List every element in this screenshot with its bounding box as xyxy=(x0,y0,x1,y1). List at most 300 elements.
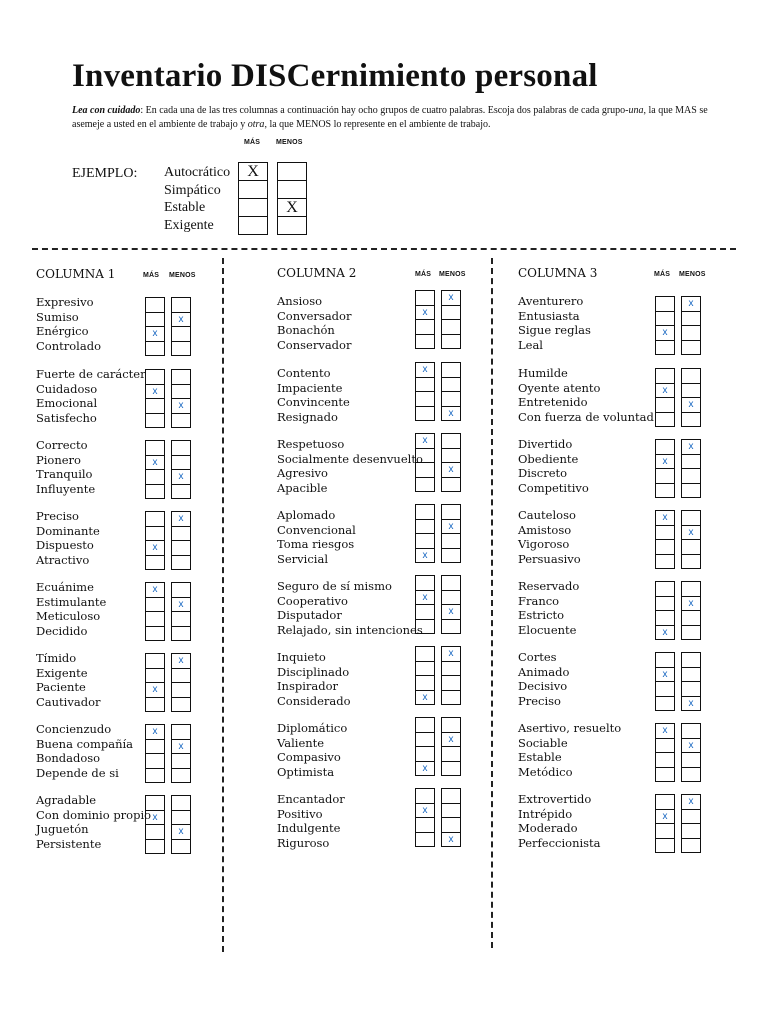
word-option: Disputador xyxy=(277,608,342,622)
mas-checkbox-cell xyxy=(656,682,674,697)
word-option: Respetuoso xyxy=(277,437,345,451)
word-option: Apacible xyxy=(277,480,328,495)
word-option: Expresivo xyxy=(36,295,94,309)
menos-checkboxes xyxy=(441,290,461,349)
menos-checkbox-cell xyxy=(172,698,190,712)
mas-checkbox-cell: x xyxy=(416,804,434,819)
menos-checkboxes xyxy=(441,788,461,847)
mas-checkbox-cell xyxy=(146,598,164,613)
menos-checkbox-cell: x xyxy=(682,526,700,541)
menos-checkbox-cell xyxy=(442,676,460,691)
mas-checkbox-cell: x xyxy=(656,668,674,683)
menos-checkbox-cell xyxy=(682,724,700,739)
word-option: Estable xyxy=(518,750,562,764)
word-option: Contento xyxy=(277,366,331,380)
menos-checkbox-cell xyxy=(682,753,700,768)
page-title: Inventario DISCernimiento personal xyxy=(72,58,598,94)
mas-checkbox-cell xyxy=(416,576,434,591)
mas-checkboxes xyxy=(415,646,435,705)
menos-checkbox-cell: x xyxy=(682,795,700,810)
example-mas-checkboxes xyxy=(238,162,268,235)
mas-checkbox-cell xyxy=(656,555,674,569)
mas-checkbox-cell xyxy=(656,469,674,484)
word-option: Convencional xyxy=(277,522,356,537)
menos-checkbox-cell xyxy=(682,312,700,327)
word-option: Aventurero xyxy=(518,294,584,308)
word-option: Agresivo xyxy=(277,466,328,480)
mas-checkbox-cell xyxy=(656,369,674,384)
menos-checkbox-cell: x xyxy=(172,399,190,414)
mas-checkbox-cell xyxy=(146,825,164,840)
word-list xyxy=(277,294,351,352)
word-list xyxy=(36,367,146,425)
column-divider-1 xyxy=(222,258,224,952)
word-option: Atractivo xyxy=(36,552,90,567)
menos-checkbox-cell xyxy=(172,754,190,769)
mas-checkbox-cell: x xyxy=(656,511,674,526)
word-option: Emocional xyxy=(36,396,98,410)
word-list xyxy=(36,793,151,851)
menos-checkbox-cell xyxy=(172,414,190,428)
menos-checkbox-cell: x xyxy=(448,833,454,845)
menos-checkbox-cell xyxy=(682,413,700,427)
menos-checkbox-cell xyxy=(172,583,190,598)
word-option: Metódico xyxy=(518,764,573,779)
menos-checkbox-cell xyxy=(442,804,460,819)
word-list xyxy=(518,792,601,850)
menos-checkbox-cell: x xyxy=(448,407,454,419)
menos-checkbox-cell: x xyxy=(442,291,460,306)
word-list xyxy=(518,366,654,424)
mas-checkbox-cell xyxy=(656,739,674,754)
mas-checkboxes xyxy=(655,723,675,782)
word-option: Impaciente xyxy=(277,380,343,395)
word-option: Elocuente xyxy=(518,622,577,637)
word-option: Preciso xyxy=(518,693,561,708)
mas-checkbox-cell xyxy=(146,654,164,669)
word-list xyxy=(277,721,347,779)
menos-checkbox-cell: x xyxy=(172,825,190,840)
menos-checkbox-cell xyxy=(682,555,700,569)
menos-checkbox-cell: x xyxy=(682,398,700,413)
menos-checkbox-cell xyxy=(172,456,190,471)
word-option: Conversador xyxy=(277,308,352,323)
mas-checkboxes xyxy=(415,504,435,563)
menos-checkbox-cell xyxy=(442,534,460,549)
menos-checkboxes xyxy=(681,581,701,640)
word-list xyxy=(518,650,569,708)
example-label: EJEMPLO: xyxy=(72,166,138,181)
menos-checkbox-cell xyxy=(172,327,190,342)
menos-checkbox-cell xyxy=(172,298,190,313)
menos-checkbox-cell xyxy=(172,342,190,356)
menos-checkbox-cell xyxy=(682,810,700,825)
mas-checkbox-cell: x xyxy=(656,384,674,399)
word-option: Disciplinado xyxy=(277,664,350,679)
mas-checkbox-cell xyxy=(656,341,674,355)
menos-checkboxes xyxy=(441,646,461,705)
mas-checkboxes xyxy=(145,795,165,854)
word-option: Competitivo xyxy=(518,480,589,495)
menos-checkboxes xyxy=(441,433,461,492)
word-option: Seguro de sí mismo xyxy=(277,579,392,593)
mas-checkbox-cell: x xyxy=(656,455,674,470)
word-option: Buena compañía xyxy=(36,736,134,751)
mas-checkbox-cell xyxy=(146,370,164,385)
menos-checkboxes xyxy=(171,369,191,428)
mas-checkboxes xyxy=(415,575,435,634)
word-option: Convincente xyxy=(277,395,350,409)
instructions xyxy=(72,104,712,132)
menos-checkboxes xyxy=(681,296,701,355)
word-option: Riguroso xyxy=(277,835,330,850)
word-option: Amistoso xyxy=(518,522,572,537)
mas-checkbox-cell: x xyxy=(662,626,668,638)
word-option: Cortes xyxy=(518,650,557,664)
word-option: Meticuloso xyxy=(36,609,101,623)
word-option: Optimista xyxy=(277,764,335,779)
menos-checkboxes xyxy=(171,795,191,854)
example-menos-header: MENOS xyxy=(276,139,303,146)
word-option: Obediente xyxy=(518,451,579,466)
mas-checkbox-cell xyxy=(146,612,164,627)
word-option: Aplomado xyxy=(277,508,336,522)
menos-checkbox-cell xyxy=(442,306,460,321)
word-list xyxy=(277,579,423,637)
mas-checkbox-cell xyxy=(146,512,164,527)
word-option: Estricto xyxy=(518,608,565,622)
menos-checkbox-cell xyxy=(172,527,190,542)
mas-checkbox-cell xyxy=(416,747,434,762)
word-option: Entusiasta xyxy=(518,308,580,323)
mas-checkbox-cell xyxy=(416,620,434,634)
mas-checkbox-cell xyxy=(656,611,674,626)
menos-checkbox-cell xyxy=(682,582,700,597)
example-mas-cell xyxy=(239,181,267,199)
mas-checkboxes xyxy=(655,439,675,498)
mas-checkbox-cell: x xyxy=(422,762,428,774)
word-option: Agradable xyxy=(36,793,97,807)
menos-checkbox-cell: x xyxy=(172,654,190,669)
menos-checkbox-cell xyxy=(442,363,460,378)
word-option: Cauteloso xyxy=(518,508,576,522)
menos-checkbox-cell xyxy=(682,540,700,555)
menos-checkbox-cell xyxy=(172,811,190,826)
mas-checkboxes xyxy=(145,511,165,570)
word-option: Dominante xyxy=(36,523,100,538)
mas-checkbox-cell xyxy=(146,527,164,542)
menos-checkbox-cell xyxy=(442,718,460,733)
menos-checkboxes xyxy=(441,575,461,634)
word-option: Moderado xyxy=(518,821,578,835)
word-option: Influyente xyxy=(36,481,96,496)
example-words xyxy=(164,164,230,234)
mas-checkbox-cell xyxy=(416,676,434,691)
menos-checkboxes xyxy=(171,440,191,499)
word-list xyxy=(277,650,351,708)
mas-checkbox-cell xyxy=(416,789,434,804)
mas-checkbox-cell: x xyxy=(422,691,428,703)
word-option: Positivo xyxy=(277,806,323,821)
mas-checkbox-cell xyxy=(416,733,434,748)
horizontal-divider xyxy=(32,248,736,250)
instructions-una: una xyxy=(628,105,644,116)
word-option: Compasivo xyxy=(277,750,341,764)
mas-checkbox-cell xyxy=(416,647,434,662)
menos-checkbox-cell xyxy=(442,335,460,349)
menos-checkbox-cell xyxy=(172,385,190,400)
word-option: Diplomático xyxy=(277,721,348,735)
mas-checkbox-cell xyxy=(146,669,164,684)
mas-checkbox-cell xyxy=(416,407,434,421)
column-title: COLUMNA 2 xyxy=(277,266,357,280)
menos-header: MENOS xyxy=(439,271,466,278)
word-option: Juguetón xyxy=(36,822,89,836)
word-option: Cautivador xyxy=(36,694,101,709)
mas-checkbox-cell xyxy=(416,833,434,847)
mas-checkbox-cell xyxy=(656,540,674,555)
example-menos-cell: X xyxy=(278,199,306,217)
menos-checkbox-cell xyxy=(682,341,700,355)
word-list xyxy=(36,509,100,567)
word-option: Dispuesto xyxy=(36,538,94,552)
example-mas-header: MÁS xyxy=(244,139,261,146)
mas-checkbox-cell: x xyxy=(146,327,164,342)
mas-checkboxes xyxy=(655,296,675,355)
example-word: Estable xyxy=(164,200,206,215)
word-list xyxy=(36,651,101,709)
word-option: Asertivo, resuelto xyxy=(518,721,622,735)
example-mas-cell: X xyxy=(239,163,267,181)
mas-checkbox-cell xyxy=(146,399,164,414)
menos-checkbox-cell xyxy=(442,434,460,449)
mas-checkbox-cell xyxy=(656,653,674,668)
menos-checkbox-cell xyxy=(172,627,190,641)
example-menos-cell xyxy=(278,163,306,181)
mas-checkbox-cell xyxy=(656,795,674,810)
menos-checkboxes xyxy=(171,653,191,712)
word-option: Exigente xyxy=(36,665,88,680)
mas-checkbox-cell: x xyxy=(416,434,434,449)
word-list xyxy=(518,437,589,495)
mas-checkbox-cell xyxy=(416,505,434,520)
mas-checkbox-cell xyxy=(146,698,164,712)
menos-checkbox-cell xyxy=(172,541,190,556)
mas-checkboxes xyxy=(655,510,675,569)
menos-checkboxes xyxy=(681,723,701,782)
example-word: Simpático xyxy=(164,182,221,198)
menos-header: MENOS xyxy=(679,271,706,278)
mas-checkbox-cell: x xyxy=(422,549,428,561)
word-option: Bondadoso xyxy=(36,751,101,765)
word-list xyxy=(277,508,356,566)
instructions-part3: , la que MENOS lo represente en el ambiente de trabajo. xyxy=(264,119,491,130)
mas-checkbox-cell xyxy=(656,697,674,711)
mas-checkboxes xyxy=(655,794,675,853)
word-option: Toma riesgos xyxy=(277,537,355,551)
word-option: Sumiso xyxy=(36,309,79,324)
mas-checkbox-cell: x xyxy=(146,583,164,598)
mas-checkbox-cell: x xyxy=(656,724,674,739)
mas-checkbox-cell xyxy=(416,662,434,677)
word-option: Decidido xyxy=(36,623,88,638)
mas-checkbox-cell xyxy=(416,478,434,492)
menos-checkbox-cell xyxy=(682,455,700,470)
mas-checkboxes xyxy=(655,368,675,427)
example-menos-checkboxes xyxy=(277,162,307,235)
word-option: Estimulante xyxy=(36,594,107,609)
mas-checkboxes xyxy=(145,653,165,712)
menos-checkbox-cell: x xyxy=(172,740,190,755)
mas-checkbox-cell xyxy=(416,534,434,549)
menos-checkbox-cell xyxy=(172,669,190,684)
word-option: Controlado xyxy=(36,338,101,353)
menos-checkbox-cell xyxy=(682,326,700,341)
mas-checkbox-cell xyxy=(416,291,434,306)
mas-header: MÁS xyxy=(415,271,432,278)
mas-checkboxes xyxy=(655,581,675,640)
word-option: Perfeccionista xyxy=(518,835,601,850)
mas-checkbox-cell xyxy=(656,753,674,768)
menos-checkbox-cell xyxy=(442,789,460,804)
word-option: Animado xyxy=(518,664,570,679)
word-option: Enérgico xyxy=(36,324,89,338)
mas-checkboxes xyxy=(415,362,435,421)
mas-checkbox-cell xyxy=(416,605,434,620)
instructions-lead: Lea con cuidado xyxy=(72,105,141,116)
menos-checkboxes xyxy=(171,297,191,356)
word-option: Resignado xyxy=(277,409,338,424)
word-option: Conservador xyxy=(277,337,352,352)
menos-checkbox-cell xyxy=(172,556,190,570)
mas-checkboxes xyxy=(145,297,165,356)
word-list xyxy=(277,792,345,850)
menos-checkbox-cell xyxy=(442,591,460,606)
menos-checkbox-cell: x xyxy=(442,520,460,535)
mas-checkbox-cell xyxy=(146,470,164,485)
mas-checkbox-cell xyxy=(416,463,434,478)
word-option: Concienzudo xyxy=(36,722,112,736)
menos-checkbox-cell xyxy=(682,611,700,626)
menos-checkboxes xyxy=(441,362,461,421)
word-option: Bonachón xyxy=(277,323,335,337)
menos-checkbox-cell xyxy=(172,612,190,627)
menos-checkbox-cell xyxy=(682,469,700,484)
word-list xyxy=(518,294,591,352)
word-option: Divertido xyxy=(518,437,573,451)
word-option: Inquieto xyxy=(277,650,326,664)
mas-checkbox-cell xyxy=(656,413,674,427)
word-option: Humilde xyxy=(518,366,568,380)
menos-checkbox-cell xyxy=(442,576,460,591)
menos-checkbox-cell xyxy=(172,769,190,783)
word-option: Oyente atento xyxy=(518,380,601,395)
word-option: Franco xyxy=(518,593,560,608)
mas-checkboxes xyxy=(145,440,165,499)
word-list xyxy=(518,579,579,637)
menos-checkboxes xyxy=(681,794,701,853)
word-option: Extrovertido xyxy=(518,792,592,806)
menos-checkbox-cell xyxy=(172,796,190,811)
column-title: COLUMNA 1 xyxy=(36,267,116,281)
mas-checkbox-cell xyxy=(416,378,434,393)
word-option: Preciso xyxy=(36,509,79,523)
mas-checkbox-cell xyxy=(146,485,164,499)
mas-checkbox-cell xyxy=(416,449,434,464)
menos-checkbox-cell xyxy=(442,392,460,407)
menos-checkboxes xyxy=(171,511,191,570)
mas-checkbox-cell xyxy=(656,824,674,839)
menos-checkbox-cell xyxy=(682,824,700,839)
menos-checkbox-cell: x xyxy=(442,733,460,748)
word-option: Correcto xyxy=(36,438,88,452)
example-menos-cell xyxy=(278,217,306,234)
mas-checkbox-cell: x xyxy=(416,591,434,606)
word-option: Tranquilo xyxy=(36,467,93,481)
mas-checkbox-cell xyxy=(146,754,164,769)
word-option: Cuidadoso xyxy=(36,381,98,396)
menos-checkbox-cell xyxy=(442,378,460,393)
mas-checkbox-cell xyxy=(656,597,674,612)
menos-checkbox-cell xyxy=(682,668,700,683)
mas-checkbox-cell xyxy=(656,398,674,413)
word-option: Entretenido xyxy=(518,395,588,409)
mas-checkbox-cell xyxy=(656,297,674,312)
mas-checkbox-cell: x xyxy=(146,811,164,826)
word-option: Discreto xyxy=(518,466,568,480)
menos-checkboxes xyxy=(681,510,701,569)
menos-checkbox-cell xyxy=(172,840,190,854)
mas-checkbox-cell: x xyxy=(146,456,164,471)
word-option: Satisfecho xyxy=(36,410,97,425)
menos-checkbox-cell: x xyxy=(442,647,460,662)
word-list xyxy=(277,366,350,424)
menos-checkbox-cell xyxy=(442,478,460,492)
word-option: Reservado xyxy=(518,579,580,593)
example-menos-cell xyxy=(278,181,306,199)
menos-checkbox-cell xyxy=(172,683,190,698)
mas-checkbox-cell xyxy=(146,627,164,641)
mas-checkbox-cell xyxy=(656,582,674,597)
word-list xyxy=(277,437,423,495)
word-option: Encantador xyxy=(277,792,345,806)
menos-checkbox-cell xyxy=(442,691,460,705)
menos-checkbox-cell: x xyxy=(688,697,694,709)
word-option: Relajado, sin intenciones xyxy=(277,622,423,637)
menos-checkbox-cell: x xyxy=(442,463,460,478)
word-option: Cooperativo xyxy=(277,593,348,608)
menos-checkboxes xyxy=(171,724,191,783)
word-option: Fuerte de carácter xyxy=(36,367,146,381)
mas-checkbox-cell xyxy=(146,556,164,570)
mas-checkbox-cell: x xyxy=(146,385,164,400)
menos-checkbox-cell xyxy=(172,370,190,385)
mas-checkbox-cell: x xyxy=(656,810,674,825)
menos-checkbox-cell xyxy=(172,725,190,740)
menos-checkbox-cell xyxy=(442,762,460,776)
mas-checkbox-cell xyxy=(146,796,164,811)
mas-checkbox-cell: x xyxy=(146,683,164,698)
word-list xyxy=(518,508,581,566)
mas-checkbox-cell xyxy=(146,298,164,313)
mas-checkboxes xyxy=(415,433,435,492)
instructions-part2: , la que MAS se asemeje a usted en el ambiente de trabajo y xyxy=(72,105,708,130)
word-option: Leal xyxy=(518,337,543,352)
word-option: Ecuánime xyxy=(36,580,94,594)
word-option: Inspirador xyxy=(277,679,339,693)
mas-checkbox-cell xyxy=(146,769,164,783)
menos-checkbox-cell xyxy=(442,449,460,464)
